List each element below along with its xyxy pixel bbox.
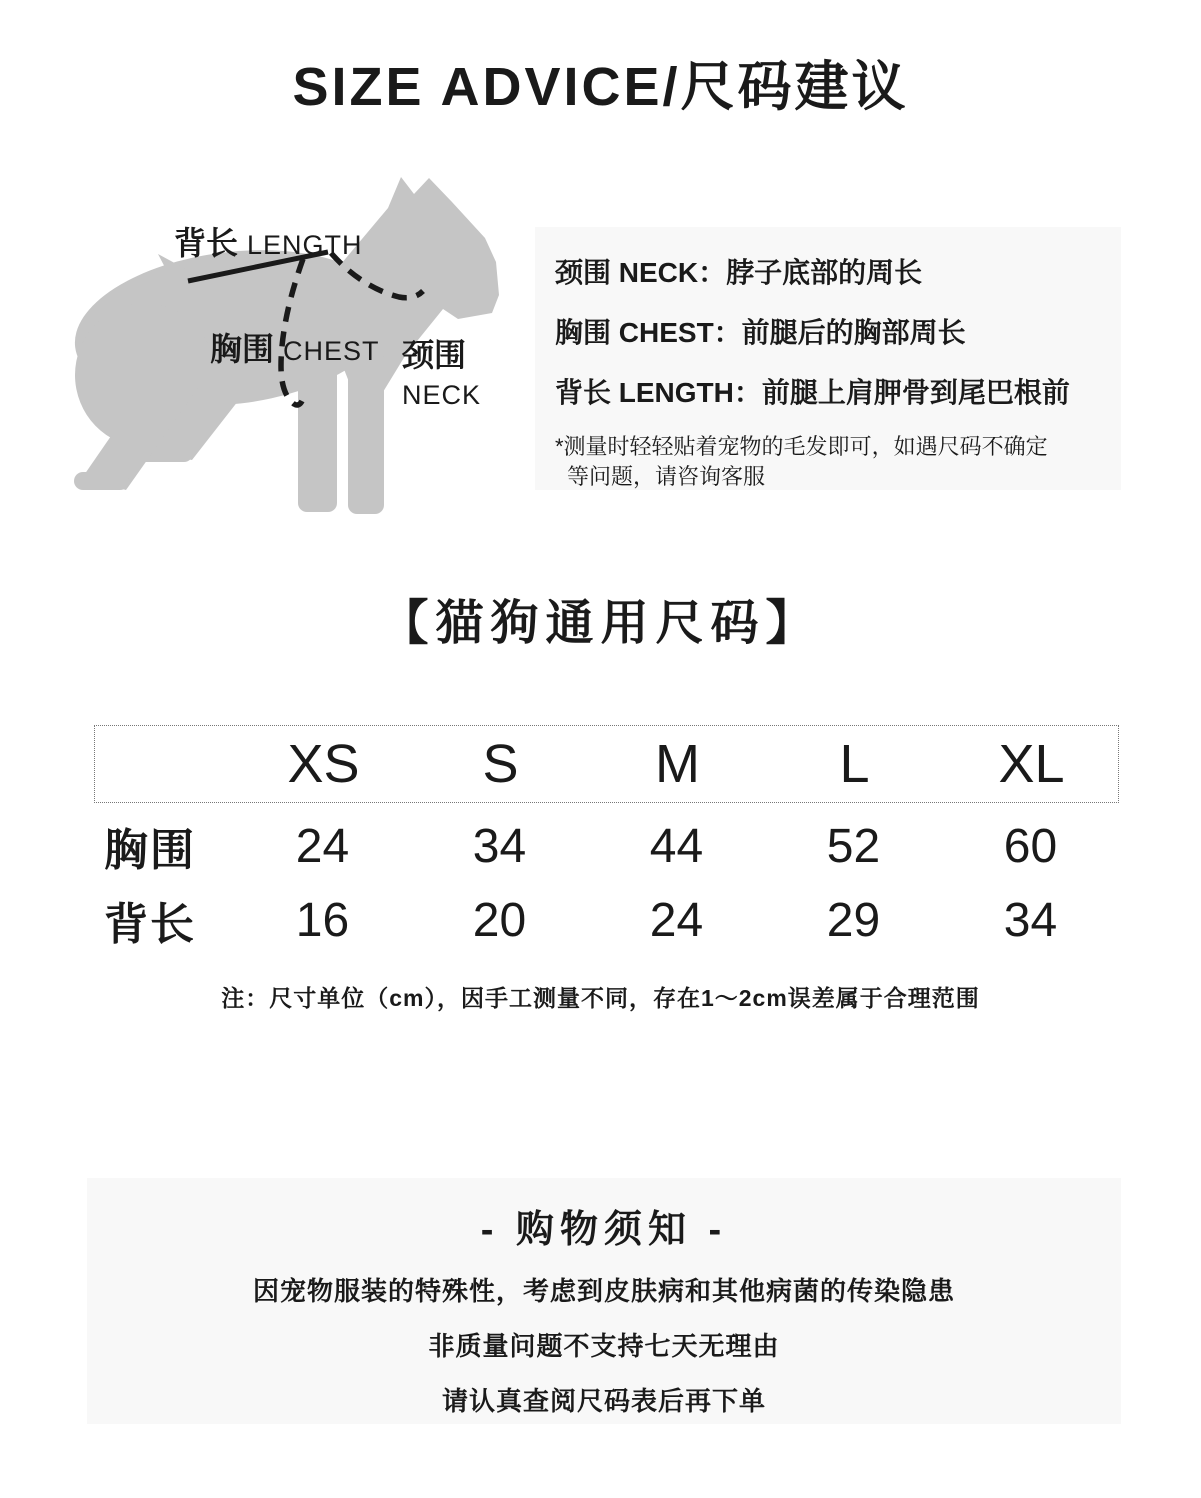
table-row-length — [94, 883, 1119, 957]
chest-value-xs: 24 — [295, 819, 350, 873]
size-column-xs: XS — [287, 734, 360, 794]
purchase-notice-title: - 购物须知 - — [480, 1209, 728, 1251]
size-column-l: L — [839, 734, 870, 794]
notice-line-1: 因宠物服装的特殊性，考虑到皮肤病和其他病菌的传染隐患 — [252, 1276, 955, 1306]
diagram-label-neck — [402, 330, 481, 411]
length-value-s: 20 — [472, 893, 527, 947]
diagram-label-length — [174, 218, 363, 264]
neck-label-en: NECK — [402, 380, 482, 410]
measurement-info-panel — [535, 227, 1121, 490]
diagram-label-chest — [210, 324, 380, 370]
row-label-length: 背长 — [104, 900, 196, 949]
neck-definition: 颈围 NECK：脖子底部的周长 — [555, 257, 923, 288]
chest-definition: 胸围 CHEST：前腿后的胸部周长 — [555, 317, 966, 348]
size-table-header-row — [94, 725, 1119, 803]
size-column-xl: XL — [998, 734, 1065, 794]
purchase-notice-panel — [87, 1178, 1121, 1424]
page-title: SIZE ADVICE/尺码建议 — [292, 57, 909, 117]
chest-value-l: 52 — [826, 819, 881, 873]
measure-tip-line-2: 等问题，请咨询客服 — [567, 464, 766, 489]
length-value-xl: 34 — [1003, 893, 1058, 947]
length-definition: 背长 LENGTH：前腿上肩胛骨到尾巴根前 — [555, 377, 1070, 408]
neck-label-cn: 颈围 — [402, 337, 467, 373]
size-table-note: 注：尺寸单位（cm），因手工测量不同，存在1～2cm误差属于合理范围 — [221, 985, 980, 1011]
table-row-chest — [94, 809, 1119, 883]
notice-line-2: 非质量问题不支持七天无理由 — [428, 1331, 780, 1361]
length-value-m: 24 — [649, 893, 704, 947]
length-label-en: LENGTH — [247, 230, 363, 260]
chest-label-cn: 胸围 — [210, 331, 275, 367]
row-label-chest: 胸围 — [104, 826, 196, 875]
measure-tip-line-1: *测量时轻轻贴着宠物的毛发即可，如遇尺码不确定 — [555, 434, 1048, 459]
chest-value-m: 44 — [649, 819, 704, 873]
length-value-xs: 16 — [295, 893, 350, 947]
length-value-l: 29 — [826, 893, 881, 947]
chest-label-en: CHEST — [283, 336, 380, 366]
size-column-s: S — [482, 734, 519, 794]
length-label-cn: 背长 — [174, 225, 239, 261]
notice-line-3: 请认真查阅尺码表后再下单 — [441, 1386, 766, 1416]
size-column-m: M — [655, 734, 700, 794]
size-table — [94, 725, 1119, 957]
size-section-title: 【猫狗通用尺码】 — [380, 597, 821, 650]
chest-value-s: 34 — [472, 819, 527, 873]
dog-measurement-diagram — [60, 160, 520, 535]
chest-value-xl: 60 — [1003, 819, 1058, 873]
